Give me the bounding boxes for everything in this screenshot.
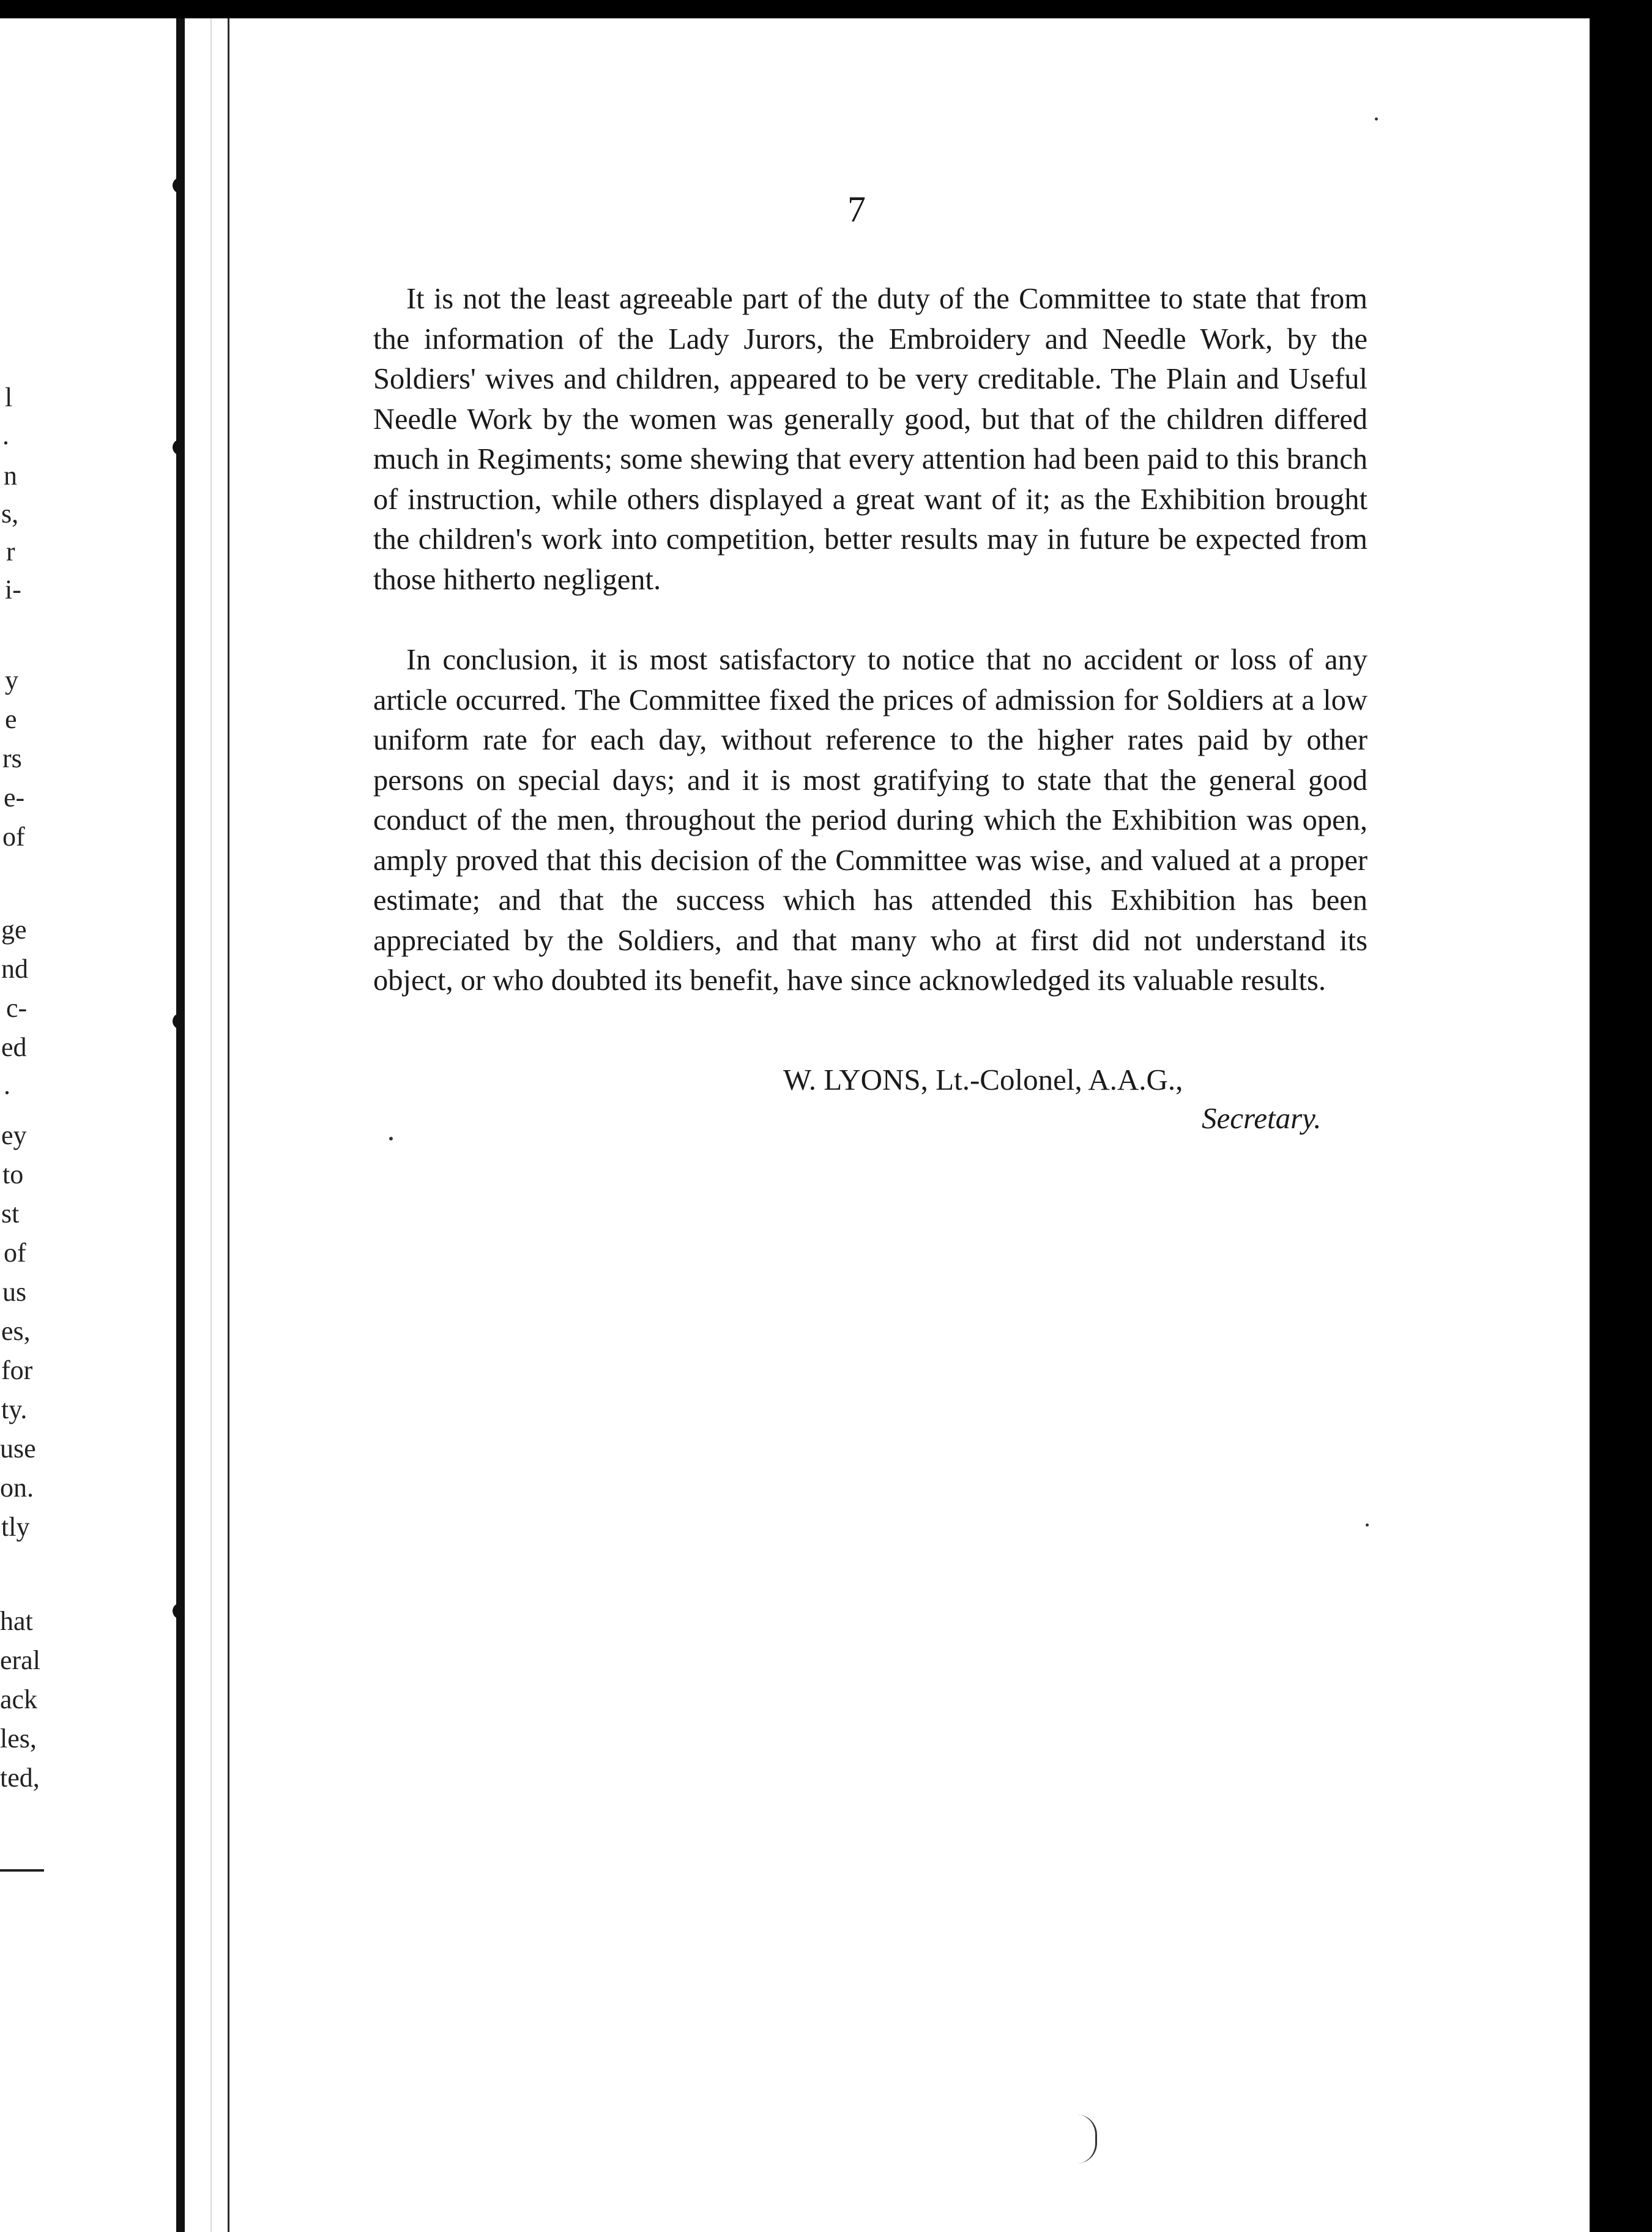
left-page-fragment: . bbox=[2, 420, 9, 450]
left-page-fragment: use bbox=[0, 1434, 36, 1464]
left-page-fragment: es, bbox=[1, 1316, 31, 1346]
signature-title: Secretary. bbox=[1202, 1101, 1322, 1135]
left-page-fragment: to bbox=[2, 1159, 24, 1189]
left-page-fragment: n bbox=[4, 461, 17, 491]
left-page-fragment: e bbox=[5, 704, 17, 734]
body-paragraph: In conclusion, it is most satisfactory to notice that no accident or loss of any article occurred. The Committee fixed the prices of admission for Soldiers at a low uniform rate for each day, without reference to the higher rates paid by other persons on special days; and it is most gratifying to state that the general good conduct of the men, throughout the period during which the Exhibition was open, amply proved that this decision of the Committee was wise, and valued at a proper estimate; and that the success which has attended this Exhibition has been appreciated by the Soldiers, and that many who at first did not understand its object, or who doubted its benefit, have since acknowledged its valuable results. bbox=[373, 644, 1367, 997]
left-page-fragment: ted, bbox=[0, 1763, 40, 1793]
left-page-fragment: r bbox=[6, 537, 15, 567]
left-page-fragment: l bbox=[5, 382, 13, 412]
left-page-fragment: st bbox=[1, 1199, 20, 1229]
left-page-fragment: for bbox=[1, 1355, 33, 1385]
left-page-fragment: of bbox=[4, 1238, 26, 1268]
left-page-fragment: nd bbox=[1, 954, 28, 984]
left-page-fragment: hat bbox=[0, 1606, 33, 1636]
scan-speck bbox=[1375, 117, 1378, 121]
left-page-fragment: us bbox=[2, 1277, 27, 1307]
scan-speck bbox=[389, 1137, 393, 1140]
left-page-fragment: les, bbox=[0, 1724, 37, 1754]
left-page-fragment: ey bbox=[1, 1120, 27, 1150]
left-page-fragment: ge bbox=[1, 915, 27, 945]
left-page-fragment: on. bbox=[0, 1473, 34, 1503]
binding-gutter bbox=[185, 18, 212, 2232]
scan-frame-right bbox=[1590, 0, 1652, 2232]
left-page-fragment: ack bbox=[0, 1684, 38, 1714]
page-number: 7 bbox=[847, 189, 866, 229]
left-page-fragment: . bbox=[4, 1070, 10, 1100]
book-spine bbox=[176, 18, 185, 2232]
left-page-fragment: ed bbox=[1, 1032, 27, 1062]
left-page-fragment: eral bbox=[0, 1645, 40, 1675]
left-page-fragment: c- bbox=[6, 993, 28, 1023]
left-page-fragment: tly bbox=[1, 1512, 30, 1542]
scan-frame-top bbox=[0, 0, 1652, 18]
left-page-fragment: s, bbox=[1, 499, 19, 529]
facing-page-left bbox=[0, 18, 177, 2232]
left-page-fragment: e- bbox=[4, 783, 25, 813]
left-page-fragment: rs bbox=[2, 743, 22, 773]
left-page-fragment: of bbox=[2, 822, 25, 852]
left-page-fragment: y bbox=[5, 665, 18, 695]
left-page-fragment: i- bbox=[5, 575, 21, 604]
body-paragraph: It is not the least agreeable part of the duty of the Committee to state that from the information of the Lady Jurors, the Embroidery and Needle Work, by the Soldiers' wives and children, appeared to be very creditable. The Plain and Useful Needle Work by the women was generally good, but that of the children differed much in Regiments; some shewing that every attention had been paid to this branch of instruction, while others displayed a great want of it; as the Exhibition brought the children's work into competition, better results may in future be expected from those hitherto negligent. bbox=[373, 283, 1367, 596]
signature-line: W. LYONS, Lt.-Colonel, A.A.G., bbox=[783, 1063, 1183, 1096]
left-page-rule bbox=[0, 1869, 44, 1872]
scan-speck bbox=[1366, 1523, 1369, 1527]
left-page-fragment: ty. bbox=[1, 1394, 28, 1424]
